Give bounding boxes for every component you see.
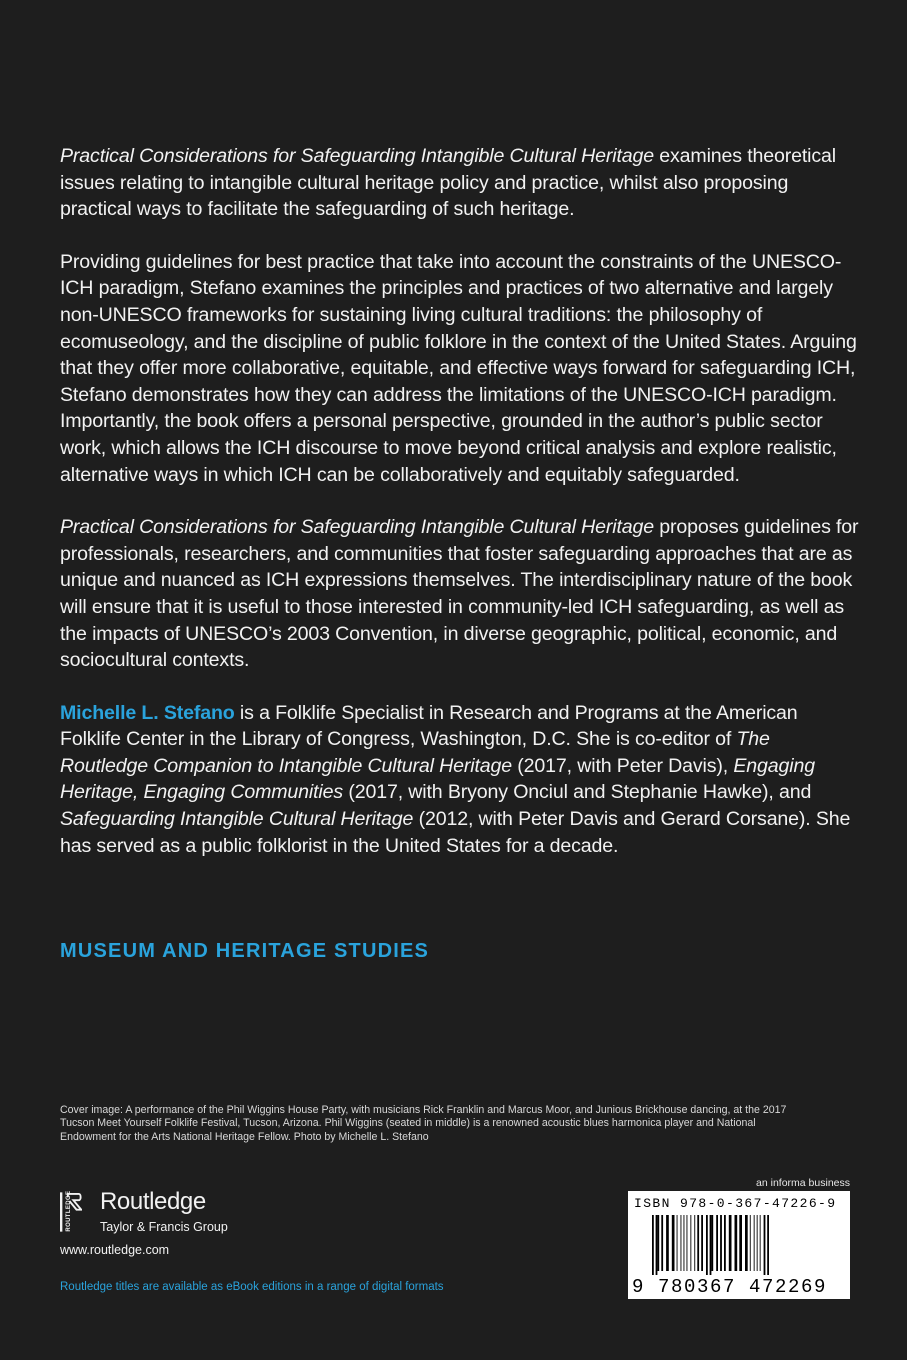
barcode-bar	[745, 1215, 748, 1271]
barcode-bar	[677, 1215, 678, 1271]
barcode-guard-bar	[656, 1215, 658, 1275]
logo-vertical-text: ROUTLEDGE	[66, 1190, 73, 1232]
barcode-bar	[701, 1215, 703, 1271]
cover-image-caption: Cover image: A performance of the Phil Wiggins House Party, with musicians Rick Franklin and Marcus Moor, and Junious Brickhouse dancing, at the 2017 Tucson Meet Yourself Folklife Festival, Tucson, Arizona. Phil Wiggins (seated in middle) is a renowned acoustic blues harmonica player and National Endowment for the Arts National Heritage Fellow. Photo by Michelle L. Stefano	[60, 1104, 787, 1143]
barcode-guard-bar	[706, 1215, 708, 1275]
barcode-bar	[694, 1215, 695, 1271]
isbn-label: ISBN 978-0-367-47226-9	[634, 1196, 837, 1211]
bio-text: is a Folklife Specialist in Research and Programs at the American Folklife Center in the Library of Congress, Washington, D.C. She is co-editor of	[60, 701, 798, 751]
publisher-logo	[60, 1188, 260, 1248]
barcode-guard-bar	[764, 1215, 766, 1275]
informa-business: an informa business	[756, 1177, 850, 1189]
barcode-bar	[690, 1215, 691, 1271]
barcode-bar	[750, 1215, 751, 1271]
author-name: Michelle L. Stefano	[60, 701, 235, 724]
author-bio	[60, 700, 860, 860]
series-title: MUSEUM AND HERITAGE STUDIES	[60, 940, 430, 962]
barcode-bar	[711, 1215, 713, 1271]
barcode-bar	[661, 1215, 663, 1271]
barcode-bar	[760, 1215, 761, 1271]
blurb-paragraph-2: Providing guidelines for best practice that take into account the constraints of the UNESCO-ICH paradigm, Stefano examines the principles and practices of two alternative and largely non-UNESCO frameworks for sustaining living cultural traditions: the philosophy of ecomuseology, and the discipline of public folklore in the context of the United States. Arguing that they offer more collaborative, equitable, and effective ways forward for safeguarding ICH, Stefano demonstrates how they can address the limitations of the UNESCO-ICH paradigm. Importantly, the book offers a personal perspective, grounded in the author’s public sector work, which allows the ICH discourse to move beyond critical analysis and explore realistic, alternative ways in which ICH can be collaboratively and equitably safeguarded.	[60, 250, 857, 486]
barcode-bar	[666, 1215, 669, 1271]
back-cover-text	[60, 143, 860, 885]
book-title: Engaging Heritage, Engaging Communities	[60, 754, 815, 804]
blurb-paragraph-1	[60, 143, 860, 223]
publisher-url[interactable]: www.routledge.com	[60, 1243, 170, 1257]
ebook-note: Routledge titles are available as eBook editions in a range of digital formats	[60, 1281, 444, 1293]
bio-text: (2012, with Peter Davis and Gerard Corsane). She has served as a public folklorist in the United States for a decade.	[60, 808, 851, 857]
barcode-bar	[657, 1215, 659, 1271]
barcode-bar	[754, 1215, 755, 1271]
barcode-bar	[739, 1215, 742, 1271]
book-title: Safeguarding Intangible Cultural Heritage	[60, 808, 414, 831]
barcode-bar	[720, 1215, 722, 1271]
barcode-bar	[697, 1215, 699, 1271]
barcode-guard-bar	[652, 1215, 654, 1275]
book-title: The Routledge Companion to Intangible Cultural Heritage	[60, 728, 770, 777]
barcode-bar	[724, 1215, 726, 1271]
barcode-bar	[716, 1215, 718, 1271]
book-title: Practical Considerations for Safeguarding Intangible Cultural Heritage	[60, 516, 654, 539]
barcode-bar	[757, 1215, 758, 1271]
book-title: Practical Considerations for Safeguarding Intangible Cultural Heritage	[60, 145, 654, 167]
blurb-text: proposes guidelines for professionals, researchers, and communities that foster safeguarding approaches that are as unique and nuanced as ICH expressions themselves. The interdisciplinary nature of the book will ensure that it is useful to those interested in community-led ICH safeguarding, as well as the impacts of UNESCO’s 2003 Convention, in diverse geographic, political, economic, and sociocultural contexts.	[60, 516, 859, 672]
barcode-bar	[735, 1215, 738, 1271]
routledge-logo-icon	[60, 1188, 82, 1236]
blurb-text: examines theoretical issues relating to intangible cultural heritage policy and practice, whilst also proposing practical ways to facilitate the safeguarding of such heritage.	[60, 145, 836, 221]
publisher-name: Routledge	[100, 1188, 206, 1215]
barcode-bar	[681, 1215, 682, 1271]
isbn-barcode	[628, 1191, 850, 1299]
barcode-guard-bar	[767, 1215, 769, 1275]
barcode-bar	[729, 1215, 732, 1271]
isbn-digits: 9 780367 472269	[632, 1276, 828, 1298]
barcode-bars	[638, 1215, 840, 1277]
publisher-group: Taylor & Francis Group	[100, 1220, 228, 1234]
barcode-guard-bar	[710, 1215, 712, 1275]
barcode-bar	[684, 1215, 685, 1271]
bio-text: (2017, with Bryony Onciul and Stephanie Hawke), and	[343, 781, 812, 804]
barcode-bar	[672, 1215, 675, 1271]
blurb-paragraph-3	[60, 514, 860, 674]
barcode-bar	[687, 1215, 688, 1271]
bio-text: (2017, with Peter Davis),	[512, 754, 734, 777]
